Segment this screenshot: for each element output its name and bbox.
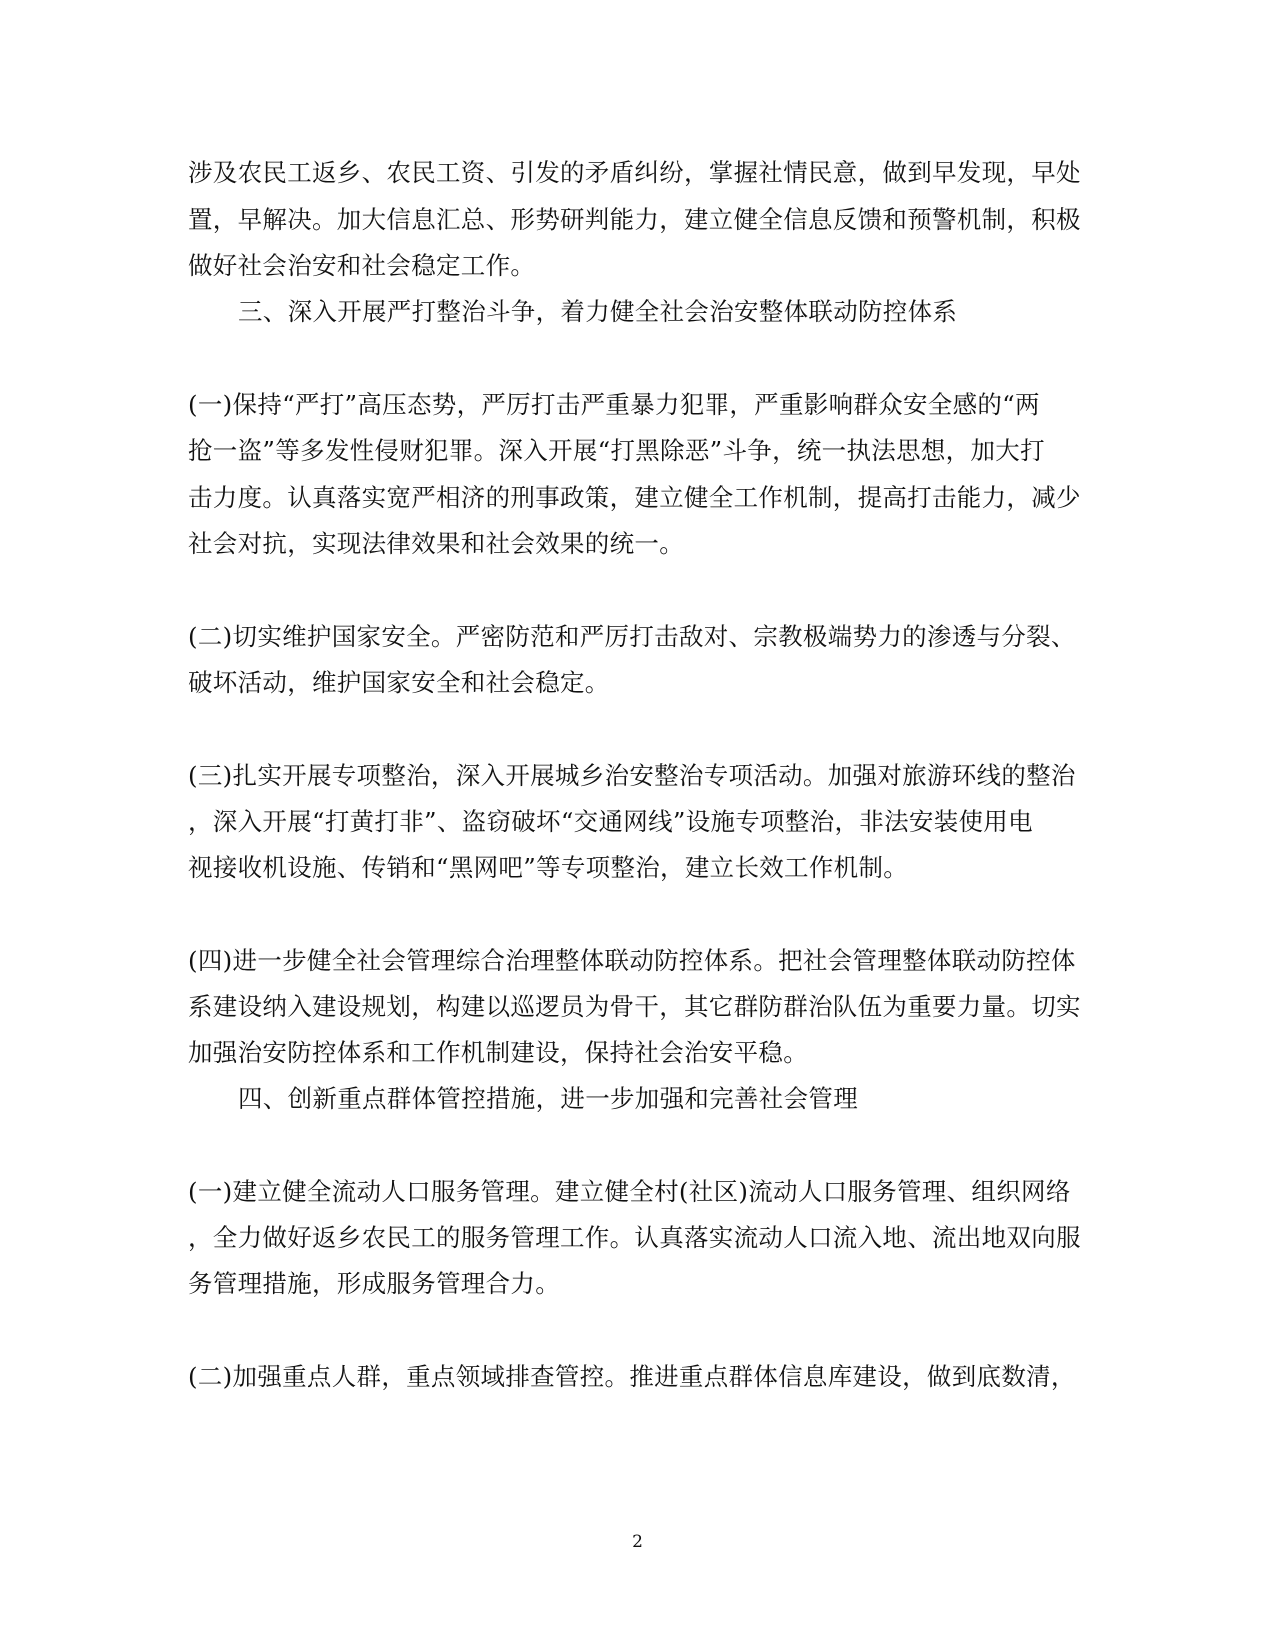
text-line: (二)切实维护国家安全。严密防范和严厉打击敌对、宗教极端势力的渗透与分裂、	[188, 622, 1076, 651]
text-line: (三)扎实开展专项整治，深入开展城乡治安整治专项活动。加强对旅游环线的整治	[188, 761, 1076, 790]
text-line: 置，早解决。加大信息汇总、形势研判能力，建立健全信息反馈和预警机制，积极	[188, 205, 1081, 234]
text-line: 务管理措施，形成服务管理合力。	[188, 1269, 560, 1298]
text-line: 击力度。认真落实宽严相济的刑事政策，建立健全工作机制，提高打击能力，减少	[188, 483, 1081, 512]
text-line: ，深入开展“打黄打非”、盗窃破坏“交通网线”设施专项整治，非法安装使用电	[188, 807, 1033, 836]
text-line: (一)建立健全流动人口服务管理。建立健全村(社区)流动人口服务管理、组织网络	[188, 1177, 1071, 1206]
text-line: 涉及农民工返乡、农民工资、引发的矛盾纠纷，掌握社情民意，做到早发现，早处	[188, 158, 1081, 187]
text-line: 做好社会治安和社会稳定工作。	[188, 251, 536, 280]
text-line: 加强治安防控体系和工作机制建设，保持社会治安平稳。	[188, 1038, 808, 1067]
text-line: (四)进一步健全社会管理综合治理整体联动防控体系。把社会管理整体联动防控体	[188, 946, 1076, 975]
text-line: 视接收机设施、传销和“黑网吧”等专项整治，建立长效工作机制。	[188, 853, 909, 882]
text-line: ，全力做好返乡农民工的服务管理工作。认真落实流动人口流入地、流出地双向服	[188, 1223, 1081, 1252]
text-line: 系建设纳入建设规划，构建以巡逻员为骨干，其它群防群治队伍为重要力量。切实	[188, 992, 1081, 1021]
heading-line: 四、创新重点群体管控措施，进一步加强和完善社会管理	[238, 1084, 858, 1113]
page-number: 2	[632, 1532, 643, 1552]
text-line: 社会对抗，实现法律效果和社会效果的统一。	[188, 529, 684, 558]
text-line: 破坏活动，维护国家安全和社会稳定。	[188, 668, 610, 697]
text-line: 抢一盗”等多发性侵财犯罪。深入开展“打黑除恶”斗争，统一执法思想，加大打	[188, 436, 1045, 465]
heading-line: 三、深入开展严打整治斗争，着力健全社会治安整体联动防控体系	[238, 297, 958, 326]
text-line: (二)加强重点人群，重点领域排查管控。推进重点群体信息库建设，做到底数清，	[188, 1362, 1076, 1391]
text-line: (一)保持“严打”高压态势，严厉打击严重暴力犯罪，严重影响群众安全感的“两	[188, 390, 1040, 419]
